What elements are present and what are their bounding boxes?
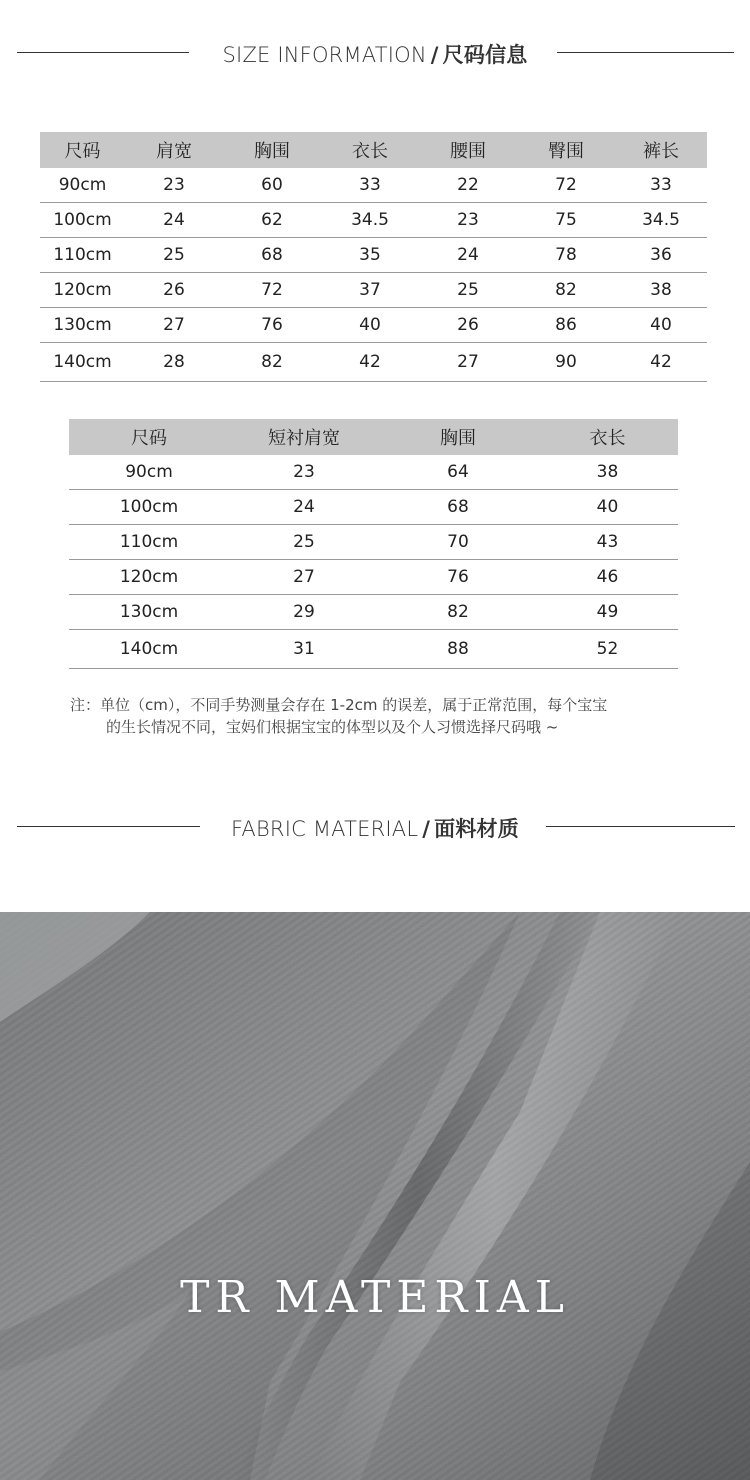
fabric-material-header bbox=[0, 811, 750, 841]
table-cell: 72 bbox=[223, 273, 321, 308]
fabric-material-title bbox=[0, 813, 750, 843]
table-row bbox=[69, 560, 678, 595]
fabric-title-slash: / bbox=[422, 817, 431, 841]
table-cell: 33 bbox=[321, 168, 419, 203]
table-cell: 100cm bbox=[69, 490, 229, 525]
table-cell: 23 bbox=[229, 455, 379, 490]
table-cell: 33 bbox=[615, 168, 707, 203]
table-cell: 64 bbox=[379, 455, 537, 490]
table-cell: 76 bbox=[223, 308, 321, 343]
header-cell: 尺码 bbox=[69, 419, 229, 455]
table-cell: 25 bbox=[229, 525, 379, 560]
table-cell: 23 bbox=[419, 203, 517, 238]
header-cell: 肩宽 bbox=[125, 132, 223, 168]
fabric-caption: TR MATERIAL bbox=[180, 1272, 570, 1323]
table-cell: 52 bbox=[537, 630, 678, 669]
table-cell: 40 bbox=[537, 490, 678, 525]
table-cell: 38 bbox=[537, 455, 678, 490]
table-cell: 90 bbox=[517, 343, 615, 382]
table-cell: 35 bbox=[321, 238, 419, 273]
table-cell: 140cm bbox=[40, 343, 125, 382]
table-row bbox=[40, 273, 707, 308]
size-table-shirt bbox=[69, 419, 678, 669]
table-row bbox=[40, 343, 707, 382]
table-cell: 68 bbox=[379, 490, 537, 525]
header-cell: 胸围 bbox=[379, 419, 537, 455]
fabric-title-zh: 面料材质 bbox=[434, 817, 519, 841]
fabric-photo bbox=[0, 912, 750, 1480]
table-cell: 49 bbox=[537, 595, 678, 630]
table-cell: 25 bbox=[125, 238, 223, 273]
table-cell: 70 bbox=[379, 525, 537, 560]
header-cell: 胸围 bbox=[223, 132, 321, 168]
note-line-1: 注：单位（cm），不同手势测量会存在 1-2cm 的误差，属于正常范围，每个宝宝 bbox=[70, 696, 608, 714]
table-cell: 40 bbox=[321, 308, 419, 343]
table-cell: 75 bbox=[517, 203, 615, 238]
header-cell: 腰围 bbox=[419, 132, 517, 168]
table-row bbox=[69, 525, 678, 560]
table-cell: 37 bbox=[321, 273, 419, 308]
table-cell: 27 bbox=[229, 560, 379, 595]
table-cell: 43 bbox=[537, 525, 678, 560]
table-cell: 120cm bbox=[69, 560, 229, 595]
size-title-zh: 尺码信息 bbox=[442, 43, 528, 67]
table-cell: 24 bbox=[125, 203, 223, 238]
table-cell: 27 bbox=[125, 308, 223, 343]
table-cell: 25 bbox=[419, 273, 517, 308]
table-cell: 130cm bbox=[69, 595, 229, 630]
table-cell: 38 bbox=[615, 273, 707, 308]
table-cell: 100cm bbox=[40, 203, 125, 238]
table-cell: 26 bbox=[419, 308, 517, 343]
table-cell: 82 bbox=[517, 273, 615, 308]
header-cell: 衣长 bbox=[537, 419, 678, 455]
table-cell: 90cm bbox=[69, 455, 229, 490]
table-row bbox=[40, 168, 707, 203]
table-cell: 46 bbox=[537, 560, 678, 595]
table-row bbox=[40, 308, 707, 343]
header-cell: 尺码 bbox=[40, 132, 125, 168]
table-cell: 78 bbox=[517, 238, 615, 273]
fabric-texture-image bbox=[0, 912, 750, 1480]
table-row bbox=[69, 595, 678, 630]
header-cell: 短衬肩宽 bbox=[229, 419, 379, 455]
table-cell: 86 bbox=[517, 308, 615, 343]
table-cell: 34.5 bbox=[321, 203, 419, 238]
table-cell: 72 bbox=[517, 168, 615, 203]
fabric-title-en: FABRIC MATERIAL bbox=[231, 817, 419, 841]
table-cell: 76 bbox=[379, 560, 537, 595]
measurement-note bbox=[70, 694, 690, 738]
header-cell: 裤长 bbox=[615, 132, 707, 168]
table-cell: 110cm bbox=[69, 525, 229, 560]
table-cell: 62 bbox=[223, 203, 321, 238]
size-title-en: SIZE INFORMATION bbox=[222, 43, 427, 67]
table-cell: 40 bbox=[615, 308, 707, 343]
size-table-full-set bbox=[40, 132, 707, 382]
table-cell: 23 bbox=[125, 168, 223, 203]
table-header-row bbox=[69, 419, 678, 455]
table-row bbox=[69, 455, 678, 490]
table-header-row bbox=[40, 132, 707, 168]
table-row bbox=[69, 490, 678, 525]
table-cell: 42 bbox=[615, 343, 707, 382]
table-cell: 24 bbox=[419, 238, 517, 273]
table-cell: 130cm bbox=[40, 308, 125, 343]
table-cell: 27 bbox=[419, 343, 517, 382]
size-information-title bbox=[0, 39, 750, 69]
note-line-2: 的生长情况不同，宝妈们根据宝宝的体型以及个人习惯选择尺码哦 ~ bbox=[106, 718, 559, 736]
table-cell: 82 bbox=[223, 343, 321, 382]
table-cell: 88 bbox=[379, 630, 537, 669]
table-cell: 140cm bbox=[69, 630, 229, 669]
table-cell: 82 bbox=[379, 595, 537, 630]
table-cell: 22 bbox=[419, 168, 517, 203]
table-cell: 60 bbox=[223, 168, 321, 203]
size-information-header bbox=[0, 37, 750, 67]
header-cell: 臀围 bbox=[517, 132, 615, 168]
table-cell: 31 bbox=[229, 630, 379, 669]
table-cell: 42 bbox=[321, 343, 419, 382]
table-row bbox=[40, 238, 707, 273]
table-cell: 34.5 bbox=[615, 203, 707, 238]
table-cell: 68 bbox=[223, 238, 321, 273]
table-cell: 28 bbox=[125, 343, 223, 382]
size-title-slash: / bbox=[430, 43, 439, 67]
table-cell: 110cm bbox=[40, 238, 125, 273]
table-cell: 29 bbox=[229, 595, 379, 630]
table-cell: 36 bbox=[615, 238, 707, 273]
table-cell: 90cm bbox=[40, 168, 125, 203]
table-cell: 120cm bbox=[40, 273, 125, 308]
table-cell: 26 bbox=[125, 273, 223, 308]
table-row bbox=[40, 203, 707, 238]
header-cell: 衣长 bbox=[321, 132, 419, 168]
table-cell: 24 bbox=[229, 490, 379, 525]
table-row bbox=[69, 630, 678, 669]
